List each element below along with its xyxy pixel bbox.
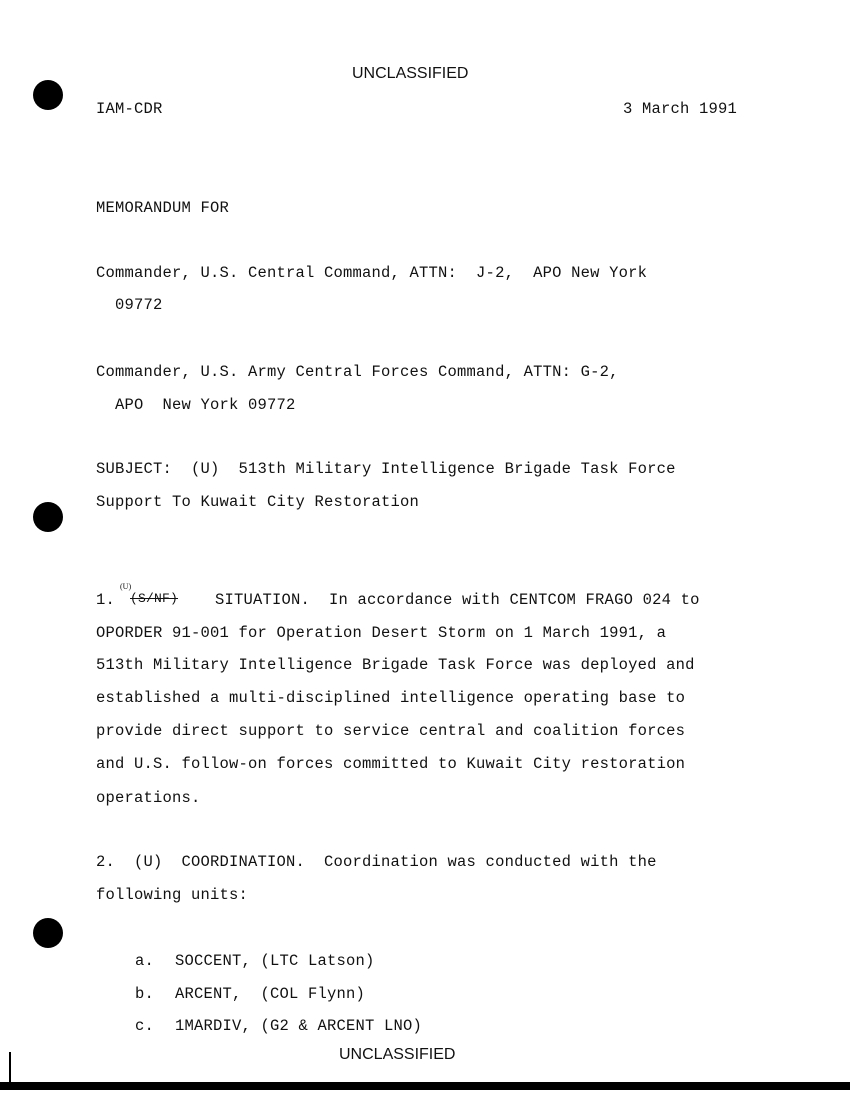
addressee-2-line-2: APO New York 09772: [115, 396, 296, 414]
paragraph-2-line-1: 2. (U) COORDINATION. Coordination was conducted with the: [96, 853, 657, 871]
unit-item-text: 1MARDIV, (G2 & ARCENT LNO): [175, 1017, 423, 1035]
punch-hole-bottom: [33, 918, 63, 948]
paragraph-1-line: and U.S. follow-on forces committed to Kuwait City restoration: [96, 755, 686, 773]
subject-line-1: SUBJECT: (U) 513th Military Intelligence Brigade Task Force: [96, 460, 676, 478]
memo-date: 3 March 1991: [623, 100, 738, 118]
paragraph-1-line: SITUATION. In accordance with CENTCOM FRAGO 024 to: [215, 591, 700, 609]
unit-item-letter: b.: [135, 985, 155, 1003]
paragraph-1-line: established a multi-disciplined intelligence operating base to: [96, 689, 686, 707]
unit-item-text: SOCCENT, (LTC Latson): [175, 952, 375, 970]
paragraph-1-line: 513th Military Intelligence Brigade Task Force was deployed and: [96, 656, 695, 674]
paragraph-1-line: provide direct support to service central and coalition forces: [96, 722, 686, 740]
unit-item-letter: a.: [135, 952, 155, 970]
scan-edge-mark: [9, 1052, 11, 1086]
handwritten-u-marking: (U): [120, 582, 132, 591]
scan-bottom-bar: [0, 1082, 850, 1090]
office-symbol: IAM-CDR: [96, 100, 163, 118]
paragraph-2-line-2: following units:: [96, 886, 249, 904]
unit-item-letter: c.: [135, 1017, 155, 1035]
classification-top: UNCLASSIFIED: [352, 65, 469, 82]
punch-hole-middle: [33, 502, 63, 532]
struck-classification: (S/NF): [130, 591, 179, 606]
paragraph-1-line: OPORDER 91-001 for Operation Desert Storm on 1 March 1991, a: [96, 624, 667, 642]
subject-line-2: Support To Kuwait City Restoration: [96, 493, 420, 511]
addressee-1-line-1: Commander, U.S. Central Command, ATTN: J-2, APO New York: [96, 264, 648, 282]
addressee-1-line-2: 09772: [115, 296, 163, 314]
classification-bottom: UNCLASSIFIED: [339, 1046, 456, 1063]
memorandum-for: MEMORANDUM FOR: [96, 199, 230, 217]
punch-hole-top: [33, 80, 63, 110]
addressee-2-line-1: Commander, U.S. Army Central Forces Command, ATTN: G-2,: [96, 363, 619, 381]
paragraph-1-line: operations.: [96, 789, 201, 807]
unit-item-text: ARCENT, (COL Flynn): [175, 985, 366, 1003]
paragraph-1-number: 1.: [96, 591, 116, 609]
